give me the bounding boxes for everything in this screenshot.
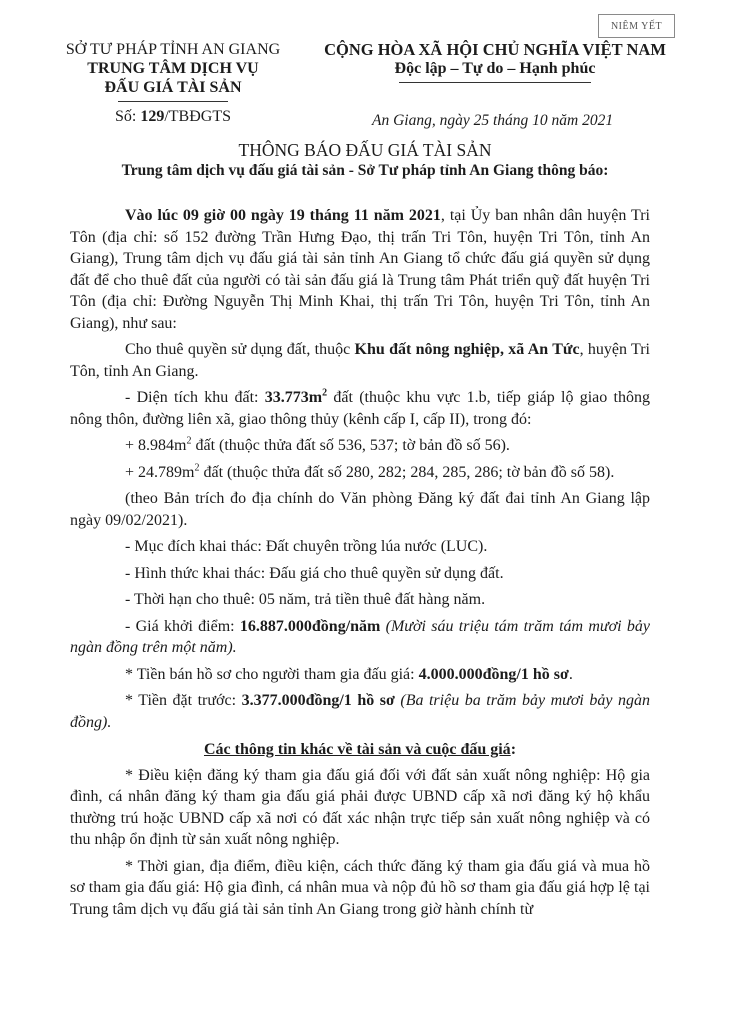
paragraph-starting-price: - Giá khởi điểm: 16.887.000đồng/năm (Mười sáu triệu tám trăm tám mươi bảy ngàn đồng trên một năm).: [70, 617, 650, 656]
parcel-item: + $8.984m^2$ đất (thuộc thửa đất số 536, 537; tờ bản đồ số 56).: [125, 435, 510, 454]
center-name-line2: ĐẤU GIÁ TÀI SẢN: [104, 79, 242, 96]
section-heading: Các thông tin khác về tài sản và cuộc đấu giá:: [203, 741, 517, 758]
paragraph-term: - Thời hạn cho thuê: 05 năm, trả tiền thuê đất hàng năm.: [125, 591, 486, 608]
paragraph-land-area: - Diện tích khu đất: $33.773m^2$ đất (thuộc khu vực 1.b, tiếp giáp lộ giao thông nông thôn, đường liên xã, giao thông thủy (kênh cấp I, cấp II), trong đó:: [70, 387, 651, 428]
posted-stamp: NIÊM YẾT: [598, 14, 675, 38]
national-heading-block: [305, 40, 685, 83]
page-title: THÔNG BÁO ĐẤU GIÁ TÀI SẢN: [238, 140, 492, 160]
paragraph-form: - Hình thức khai thác: Đấu giá cho thuê quyền sử dụng đất.: [125, 564, 504, 582]
center-name-line1: TRUNG TÂM DỊCH VỤ: [87, 60, 259, 77]
document-header: [0, 40, 730, 130]
divider: [118, 101, 228, 102]
paragraph-deposit: * Tiền đặt trước: 3.377.000đồng/1 hồ sơ (Ba triệu ba trăm bảy mươi bảy ngàn đồng).: [70, 692, 651, 731]
paragraph-source: (theo Bản trích đo địa chính do Văn phòng Đăng ký đất đai tỉnh An Giang lập ngày 09/02/2021).: [70, 490, 650, 529]
paragraph-registration: * Thời gian, địa điểm, điều kiện, cách thức đăng ký tham gia đấu giá và mua hồ sơ tham gia đấu giá: Hộ gia đình, cá nhân mua và nộp đủ hồ sơ tham gia đấu giá hợp lệ tại Trung tâm dịch vụ đấu giá tài sản tỉnh An Giang trong giờ hành chính từ: [70, 857, 650, 918]
divider: [399, 82, 591, 83]
paragraph-conditions: * Điều kiện đăng ký tham gia đấu giá đối với đất sản xuất nông nghiệp: Hộ gia đình, cá nhân đăng ký tham gia đấu giá phải được UBND cấp xã nơi đăng ký hộ khẩu thường trú hoặc UBND cấp xã nơi có đất xác nhận trực tiếp sản xuất nông nghiệp và có thu nhập ổn định từ sản xuất nông nghiệp.: [70, 766, 650, 848]
paragraph-purpose: - Mục đích khai thác: Đất chuyên trồng lúa nước (LUC).: [125, 538, 488, 555]
country-name: CỘNG HÒA XÃ HỘI CHỦ NGHĨA VIỆT NAM: [324, 40, 666, 59]
issue-date: An Giang, ngày 25 tháng 10 năm 2021: [372, 112, 614, 129]
paragraph-document-fee: * Tiền bán hồ sơ cho người tham gia đấu giá: 4.000.000đồng/1 hồ sơ.: [125, 665, 573, 683]
agency-name: SỞ TƯ PHÁP TỈNH AN GIANG: [65, 41, 281, 58]
parcel-item: + $24.789m^2$ đất (thuộc thửa đất số 280, 282; 284, 285, 286; tờ bản đồ số 58).: [125, 462, 615, 481]
issuing-agency-block: [48, 40, 298, 126]
notice-body: [70, 205, 650, 925]
national-motto: Độc lập – Tự do – Hạnh phúc: [394, 60, 596, 77]
paragraph-land-location: Cho thuê quyền sử dụng đất, thuộc Khu đất nông nghiệp, xã An Tức, huyện Tri Tôn, tỉnh An Giang.: [70, 341, 651, 380]
paragraph-auction-time: Vào lúc 09 giờ 00 ngày 19 tháng 11 năm 2021, tại Ủy ban nhân dân huyện Tri Tôn (địa chỉ: số 152 đường Trần Hưng Đạo, thị trấn Tri Tôn, huyện Tri Tôn, tỉnh An Giang), Trung tâm dịch vụ đấu giá tài sản tỉnh An Giang tổ chức đấu giá quyền sử dụng đất để cho thuê đất của người có tài sản đấu giá là Trung tâm Phát triển quỹ đất huyện Tri Tôn (địa chỉ: Đường Nguyễn Thị Minh Khai, thị trấn Tri Tôn, huyện Tri Tôn, tỉnh An Giang), như sau:: [70, 207, 650, 332]
page-subtitle: Trung tâm dịch vụ đấu giá tài sản - Sở Tư pháp tỉnh An Giang thông báo:: [121, 162, 609, 179]
reference-number: Số: 129/TBĐGTS: [114, 108, 231, 125]
